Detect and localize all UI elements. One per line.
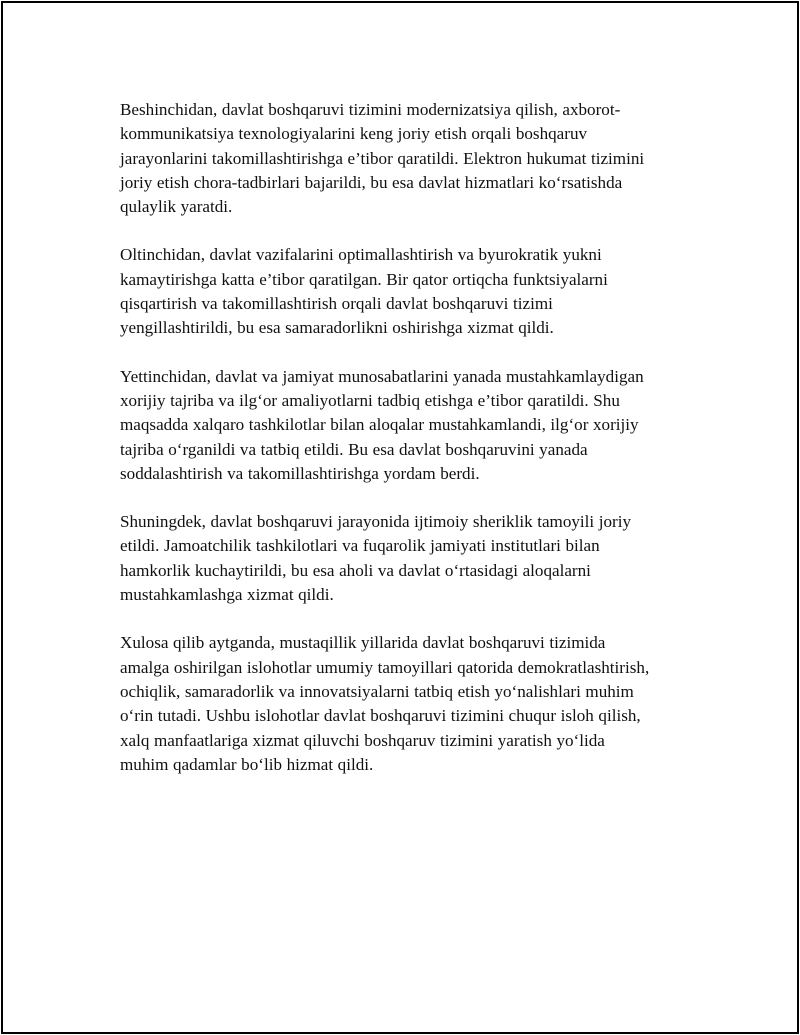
text-line: o‘rin tutadi. Ushbu islohotlar davlat boshqaruvi tizimini chuqur isloh qilish, (120, 706, 641, 726)
paragraph-xulosa (120, 631, 700, 777)
document-body (120, 98, 700, 801)
text-line: Shuningdek, davlat boshqaruvi jarayonida ijtimoiy sheriklik tamoyili joriy (120, 512, 632, 532)
text-line: kommunikatsiya texnologiyalarini keng joriy etish orqali boshqaruv (120, 124, 588, 144)
paragraph-beshinchidan (120, 98, 700, 219)
text-line: Oltinchidan, davlat vazifalarini optimallashtirish va byurokratik yukni (120, 245, 602, 265)
paragraph-oltinchidan (120, 243, 700, 340)
text-line: jarayonlarini takomillashtirishga e’tibor qaratildi. Elektron hukumat tizimini (120, 148, 645, 168)
text-line: tajriba o‘rganildi va tatbiq etildi. Bu esa davlat boshqaruvini yanada (120, 439, 588, 459)
text-line: mustahkamlashga xizmat qildi. (120, 585, 334, 605)
text-line: xorijiy tajriba va ilg‘or amaliyotlarni tadbiq etishga e’tibor qaratildi. Shu (120, 390, 620, 410)
text-line: maqsadda xalqaro tashkilotlar bilan aloqalar mustahkamlandi, ilg‘or xorijiy (120, 415, 639, 435)
text-line: qisqartirish va takomillashtirish orqali davlat boshqaruvi tizimi (120, 294, 553, 314)
paragraph-yettinchidan (120, 365, 700, 486)
text-line: Xulosa qilib aytganda, mustaqillik yillarida davlat boshqaruvi tizimida (120, 633, 606, 653)
text-line: ochiqlik, samaradorlik va innovatsiyalarni tatbiq etish yo‘nalishlari muhim (120, 681, 634, 701)
text-line: muhim qadamlar bo‘lib hizmat qildi. (120, 754, 374, 774)
text-line: xalq manfaatlariga xizmat qiluvchi boshqaruv tizimini yaratish yo‘lida (120, 730, 605, 750)
text-line: kamaytirishga katta e’tibor qaratilgan. Bir qator ortiqcha funktsiyalarni (120, 269, 608, 289)
text-line: etildi. Jamoatchilik tashkilotlari va fuqarolik jamiyati institutlari bilan (120, 536, 600, 556)
text-line: Beshinchidan, davlat boshqaruvi tizimini modernizatsiya qilish, axborot- (120, 100, 621, 119)
text-line: Yettinchidan, davlat va jamiyat munosabatlarini yanada mustahkamlaydigan (120, 366, 644, 386)
paragraph-shuningdek (120, 510, 700, 607)
text-line: soddalashtirish va takomillashtirishga yordam berdi. (120, 463, 480, 483)
text-line: hamkorlik kuchaytirildi, bu esa aholi va davlat o‘rtasidagi aloqalarni (120, 560, 591, 580)
text-line: yengillashtirildi, bu esa samaradorlikni oshirishga xizmat qildi. (120, 318, 554, 338)
text-line: amalga oshirilgan islohotlar umumiy tamoyillari qatorida demokratlashtirish, (120, 657, 650, 677)
text-line: qulaylik yaratdi. (120, 197, 233, 217)
text-line: joriy etish chora-tadbirlari bajarildi, bu esa davlat hizmatlari ko‘rsatishda (120, 172, 623, 192)
document-page (1, 1, 799, 1034)
